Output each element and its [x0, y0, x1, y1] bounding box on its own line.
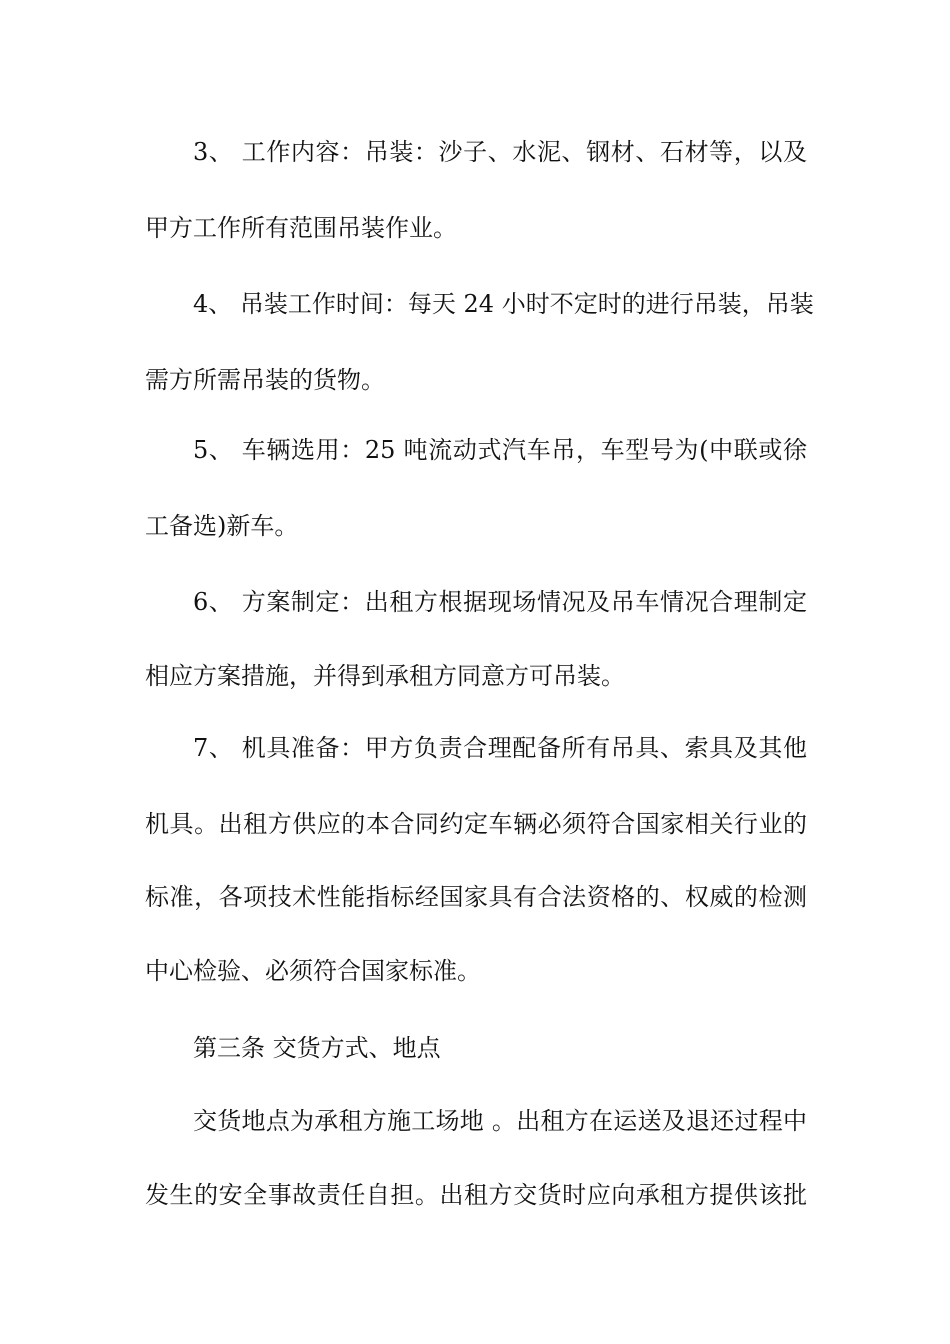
- item-6-line-1: 6、 方案制定：出租方根据现场情况及吊车情况合理制定: [193, 588, 807, 616]
- item-3-line-1: 3、 工作内容：吊装：沙子、水泥、钢材、石材等，以及: [193, 138, 807, 166]
- item-7-line-3: 标准，各项技术性能指标经国家具有合法资格的、权威的检测: [145, 883, 807, 911]
- item-4-line-1: 4、 吊装工作时间：每天 24 小时不定时的进行吊装，吊装: [193, 290, 814, 318]
- delivery-line-1: 交货地点为承租方施工场地 。出租方在运送及退还过程中: [193, 1107, 807, 1135]
- delivery-line-2: 发生的安全事故责任自担。出租方交货时应向承租方提供该批: [145, 1181, 807, 1209]
- item-7-line-4: 中心检验、必须符合国家标准。: [145, 957, 481, 985]
- item-5-line-1: 5、 车辆选用：25 吨流动式汽车吊，车型号为(中联或徐: [193, 436, 807, 464]
- item-6-line-2: 相应方案措施，并得到承租方同意方可吊装。: [145, 662, 625, 690]
- section-heading: 第三条 交货方式、地点: [193, 1034, 441, 1062]
- item-5-line-2: 工备选)新车。: [145, 512, 299, 540]
- item-7-line-2: 机具。出租方供应的本合同约定车辆必须符合国家相关行业的: [145, 810, 807, 838]
- item-3-line-2: 甲方工作所有范围吊装作业。: [145, 214, 457, 242]
- item-7-line-1: 7、 机具准备：甲方负责合理配备所有吊具、索具及其他: [193, 734, 807, 762]
- item-4-line-2: 需方所需吊装的货物。: [145, 366, 385, 394]
